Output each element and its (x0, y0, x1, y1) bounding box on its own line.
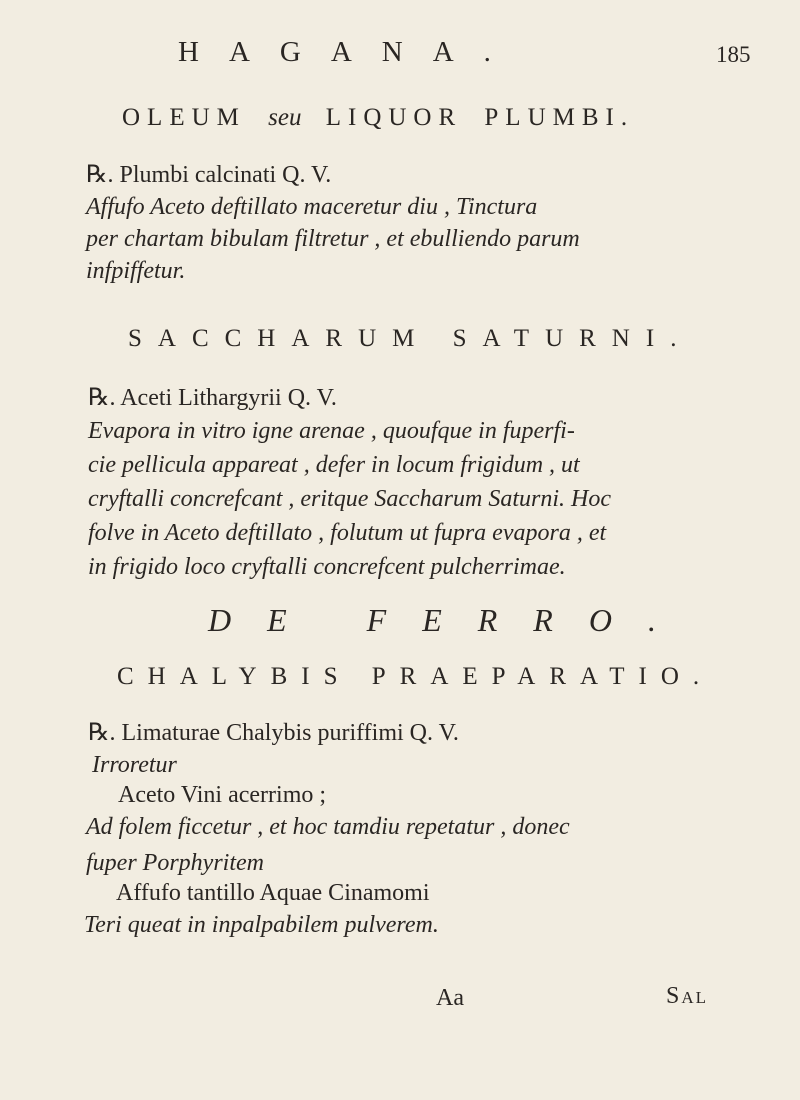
ferrum-line: fuper Porphyritem (86, 850, 264, 876)
oleum-heading (122, 104, 634, 132)
seu-word: seu (268, 104, 302, 131)
signature-mark: Aa (436, 985, 464, 1011)
chalybis-heading: CHALYBIS PRAEPARATIO. (117, 663, 714, 690)
saccharum-recipe (88, 383, 337, 412)
recipe-symbol: ℞. (86, 162, 114, 188)
page-number: 185 (716, 42, 751, 67)
saccharum-line: folve in Aceto deftillato , folutum ut fupra evapora , et (88, 520, 607, 546)
ferrum-line: Affufo tantillo Aquae Cinamomi (116, 880, 430, 906)
recipe-text: Plumbi calcinati Q. V. (119, 162, 332, 188)
ferrum-line: Irroretur (92, 752, 177, 778)
oleum-line: infpiffetur. (86, 258, 186, 284)
liquor-word: LIQUOR (325, 104, 463, 131)
ferrum-line: Teri queat in inpalpabilem pulverem. (84, 912, 439, 938)
recipe-symbol: ℞. (88, 385, 116, 411)
plumbi-word: PLUMBI. (484, 104, 635, 131)
oleum-word: OLEUM (122, 104, 246, 131)
recipe-text: Aceti Lithargyrii Q. V. (120, 385, 337, 411)
running-title: HAGANA. (178, 36, 521, 68)
saccharum-line: in frigido loco cryftalli concrefcent pulcherrimae. (88, 554, 566, 580)
oleum-line: per chartam bibulam filtretur , et ebulliendo parum (86, 226, 580, 252)
ferrum-recipe (88, 718, 459, 747)
saccharum-line: cryftalli concrefcant , eritque Saccharum Saturni. Hoc (88, 486, 611, 512)
catchword: Sal (666, 983, 709, 1009)
recipe-symbol: ℞. (88, 720, 116, 746)
saccharum-heading: SACCHARUM SATURNI. (128, 325, 693, 352)
oleum-recipe (86, 160, 331, 189)
section-title: DE FERRO. (208, 602, 692, 638)
oleum-line: Affufo Aceto deftillato maceretur diu , Tinctura (86, 194, 538, 220)
saccharum-line: Evapora in vitro igne arenae , quoufque in fuperfi- (88, 418, 575, 444)
ferrum-line: Ad folem ficcetur , et hoc tamdiu repetatur , donec (86, 814, 570, 840)
saccharum-line: cie pellicula appareat , defer in locum frigidum , ut (88, 452, 580, 478)
recipe-text: Limaturae Chalybis puriffimi Q. V. (121, 720, 459, 746)
ferrum-line: Aceto Vini acerrimo ; (118, 782, 327, 808)
